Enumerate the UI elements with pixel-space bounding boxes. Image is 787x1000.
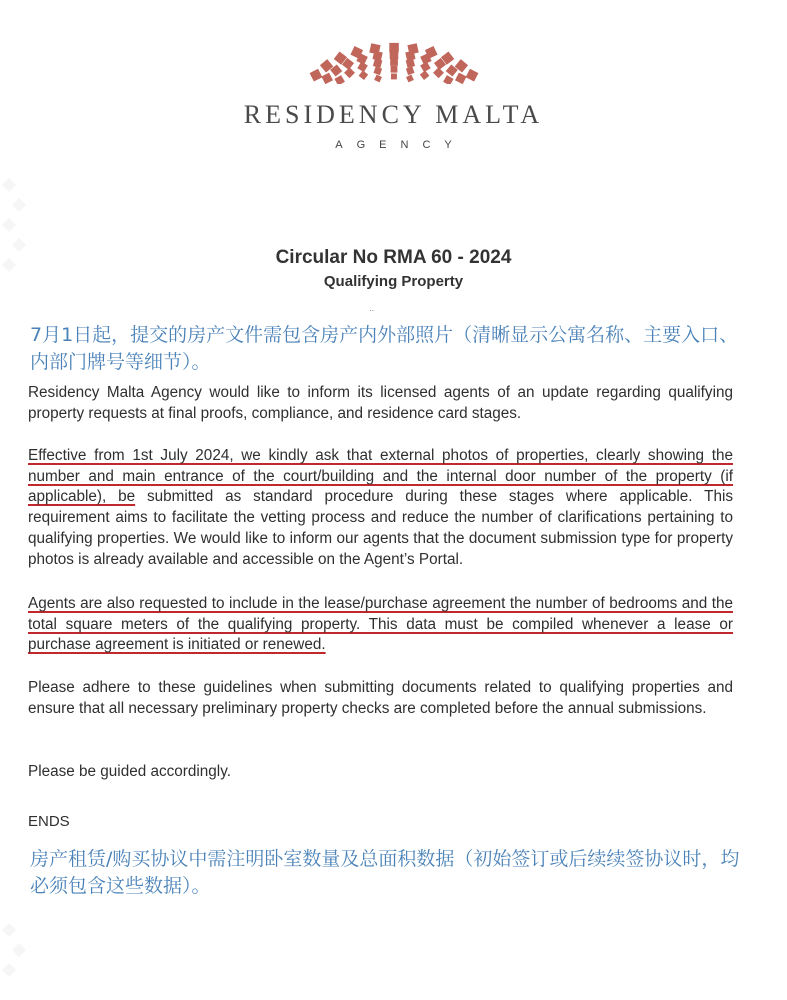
logo-tile xyxy=(390,58,398,66)
photos-highlighted-text: Effective from 1st July 2024, we kindly ask that external photos of properties, clearly showing the number and main entrance of the court/building and the internal door number of the property (if applicable), be xyxy=(28,447,733,506)
logo-tile xyxy=(419,70,429,80)
ends-label: ENDS xyxy=(28,813,70,830)
logo-tile xyxy=(374,75,382,83)
brand-name: RESIDENCY MALTA xyxy=(243,100,544,129)
circular-subtitle: Qualifying Property xyxy=(323,273,464,290)
photos-paragraph xyxy=(28,446,733,570)
logo-tile xyxy=(358,70,368,80)
fan-tile-logo-icon xyxy=(304,28,484,84)
photos-rest-text: submitted as standard procedure during these stages where applicable. This requirement aims to facilitate the vetting process and reduce the number of clarifications pertaining to qualifying properties. We would like to inform our agents that the document submission type for property photos is already available and accessible on the Agent’s Portal. xyxy=(28,488,733,568)
logo-tile xyxy=(455,73,467,84)
logo-tile xyxy=(465,69,478,82)
background-pattern-left-bottom xyxy=(0,920,30,1000)
logo-tile xyxy=(373,66,382,75)
logo-tile xyxy=(390,66,397,73)
logo-tile xyxy=(309,69,322,82)
lease-paragraph xyxy=(28,594,733,656)
logo-tile xyxy=(369,43,380,54)
logo-tile xyxy=(443,75,453,84)
logo-tile xyxy=(406,75,414,83)
adhere-paragraph: Please adhere to these guidelines when submitting documents related to qualifying properties and ensure that all necessary preliminary property checks are completed before the annual submissions. xyxy=(28,679,733,717)
chinese-note-top: 7月1日起，提交的房产文件需包含房产内外部照片（清晰显示公寓名称、主要入口、内部门牌号等细节）。 xyxy=(30,324,739,373)
logo-tile xyxy=(334,75,344,84)
logo-tile xyxy=(389,43,399,53)
brand-subtitle: AGENCY xyxy=(335,139,466,151)
agency-logo xyxy=(0,28,787,84)
chinese-note-bottom: 房产租赁/购买协议中需注明卧室数量及总面积数据（初始签订或后续续签协议时，均必须包含这些数据）。 xyxy=(30,848,740,897)
lease-highlighted-text: Agents are also requested to include in the lease/purchase agreement the number of bedrooms and the total square meters of the qualifying property. This data must be compiled whenever a lease or purchase agreement is initiated or renewed. xyxy=(28,595,733,654)
logo-tile xyxy=(391,74,397,80)
logo-tile xyxy=(407,43,418,54)
stray-dots: ·· xyxy=(369,306,375,315)
background-pattern-left-top xyxy=(0,170,30,290)
logo-tile xyxy=(321,73,333,84)
guided-paragraph: Please be guided accordingly. xyxy=(28,763,231,780)
logo-tile xyxy=(405,66,414,75)
circular-title: Circular No RMA 60 - 2024 xyxy=(275,247,512,268)
intro-paragraph: Residency Malta Agency would like to inform its licensed agents of an update regarding qualifying property requests at final proofs, compliance, and residence card stages. xyxy=(28,384,733,422)
